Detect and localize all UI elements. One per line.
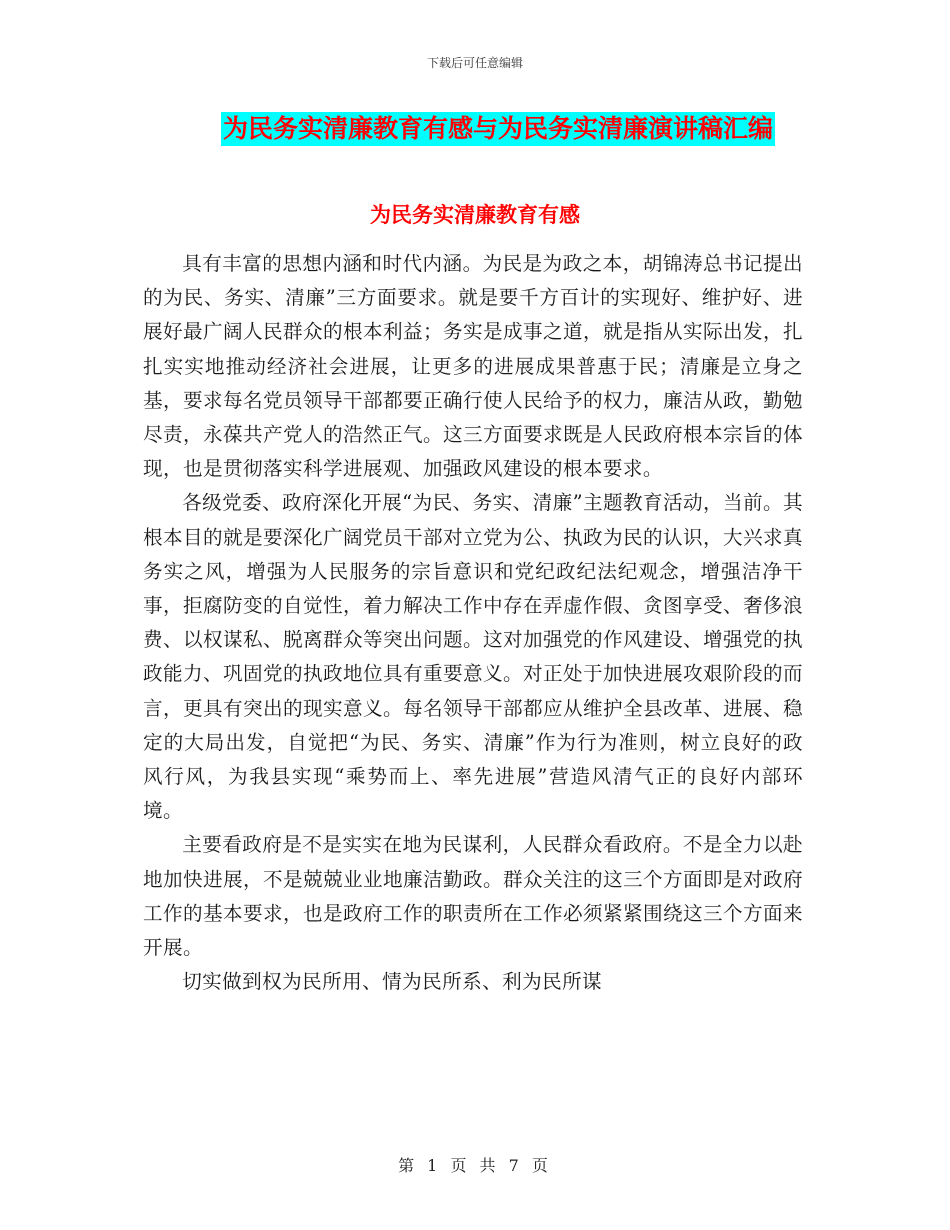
- paragraph: 各级党委、政府深化开展“为民、务实、清廉”主题教育活动，当前。其根本目的就是要深化广阔党员干部对立党为公、执政为民的认识，大兴求真务实之风，增强为人民服务的宗旨意识和党纪政纪法纪观念，增强洁净干事，拒腐防变的自觉性，着力解决工作中存在弄虚作假、贪图享受、奢侈浪费、以权谋私、脱离群众等突出问题。这对加强党的作风建设、增强党的执政能力、巩固党的执政地位具有重要意义。对正处于加快进展攻艰阶段的而言，更具有突出的现实意义。每名领导干部都应从维护全县改革、进展、稳定的大局出发，自觉把“为民、务实、清廉”作为行为准则，树立良好的政风行风，为我县实现“乘势而上、率先进展”营造风清气正的良好内部环境。: [143, 491, 803, 823]
- document-title-container: [0, 112, 950, 146]
- paragraph: 切实做到权为民所用、情为民所系、利为民所谋: [182, 970, 603, 994]
- page-number: 第 1 页 共 7 页: [398, 1156, 552, 1175]
- body-text: [143, 247, 803, 999]
- page-header-note: 下载后可任意编辑: [426, 56, 523, 70]
- paragraph: 主要看政府是不是实实在地为民谋利，人民群众看政府。不是全力以赴地加快进展，不是兢兢业业地廉洁勤政。群众关注的这三个方面即是对政府工作的基本要求，也是政府工作的职责所在工作必须紧紧围绕这三个方面来开展。: [143, 833, 803, 960]
- section-title: 为民务实清廉教育有感: [370, 203, 580, 227]
- document-title: 为民务实清廉教育有感与为民务实清廉演讲稿汇编: [221, 112, 775, 146]
- paragraph: 具有丰富的思想内涵和时代内涵。为民是为政之本，胡锦涛总书记提出的为民、务实、清廉”三方面要求。就是要千方百计的实现好、维护好、进展好最广阔人民群众的根本利益；务实是成事之道，就是指从实际出发，扎扎实实地推动经济社会进展，让更多的进展成果普惠于民；清廉是立身之基，要求每名党员领导干部都要正确行使人民给予的权力，廉洁从政，勤勉尽责，永葆共产党人的浩然正气。这三方面要求既是人民政府根本宗旨的体现，也是贯彻落实科学进展观、加强政风建设的根本要求。: [143, 252, 803, 481]
